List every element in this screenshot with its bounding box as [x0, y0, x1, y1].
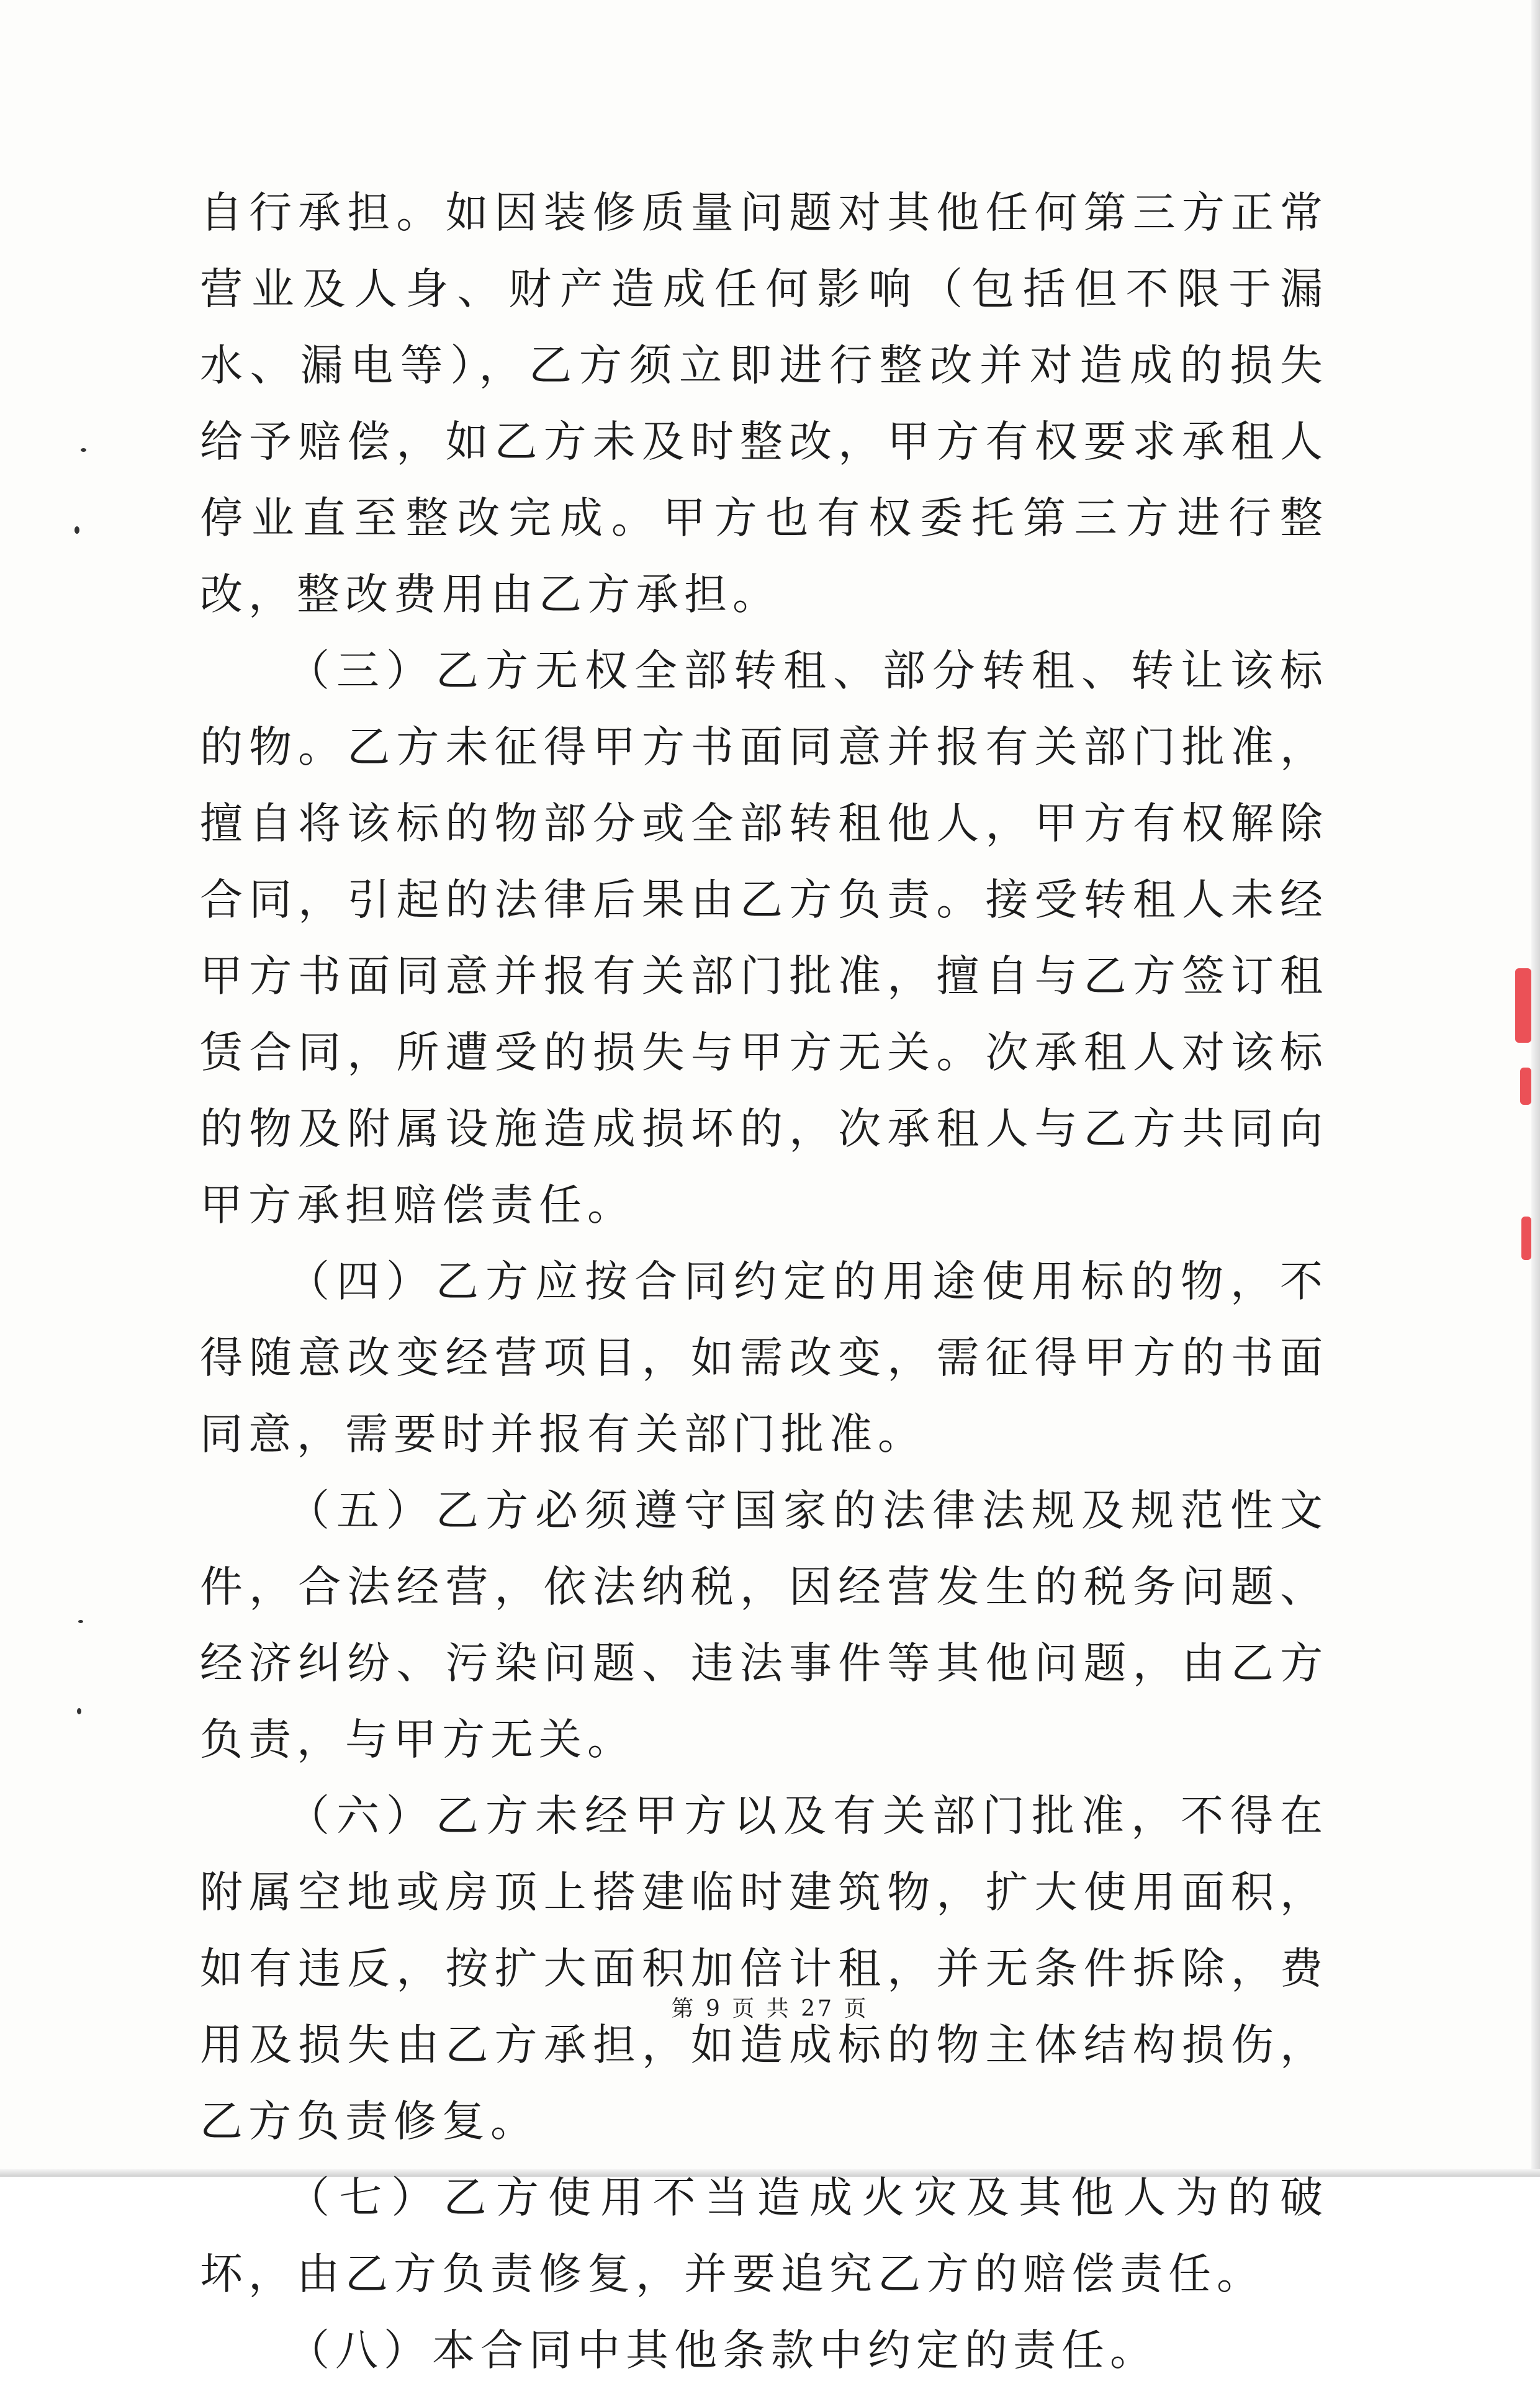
clause-7-damage: （七）乙方使用不当造成火灾及其他人为的破坏，由乙方负责修复，并要追究乙方的赔偿责任。: [200, 2173, 1328, 2299]
clause-5-compliance: （五）乙方必须遵守国家的法律法规及规范性文件，合法经营，依法纳税，因经营发生的税务问题、经济纠纷、污染问题、违法事件等其他问题，由乙方负责，与甲方无关。: [200, 1486, 1328, 1765]
clause-3-subletting: （三）乙方无权全部转租、部分转租、转让该标的物。乙方未征得甲方书面同意并报有关部门批准，擅自将该标的物部分或全部转租他人，甲方有权解除合同，引起的法律后果由乙方负责。接受转租人未经甲方书面同意并报有关部门批准，擅自与乙方签订租赁合同，所遭受的损失与甲方无关。次承租人对该标的物及附属设施造成损坏的，次承租人与乙方共同向甲方承担赔偿责任。: [200, 646, 1328, 1230]
seal-mark-fragment: [1520, 1068, 1531, 1105]
seal-mark-fragment: [1521, 1217, 1531, 1260]
binding-hole-mark: [81, 448, 86, 452]
binding-hole-mark: [78, 1620, 83, 1623]
clause-6-construction: （六）乙方未经甲方以及有关部门批准，不得在附属空地或房顶上搭建临时建筑物，扩大使用面积，如有违反，按扩大面积加倍计租，并无条件拆除，费用及损失由乙方承担，如造成标的物主体结构损伤，乙方负责修复。: [200, 1791, 1328, 2146]
clause-8-other: （八）本合同中其他条款中约定的责任。: [287, 2326, 1158, 2375]
binding-hole-mark: [74, 526, 79, 534]
clause-4-usage: （四）乙方应按合同约定的用途使用标的物，不得随意改变经营项目，如需改变，需征得甲方的书面同意，需要时并报有关部门批准。: [200, 1257, 1328, 1459]
page-number-footer: 第 9 页 共 27 页: [671, 1996, 869, 2022]
seal-mark-fragment: [1515, 968, 1531, 1043]
contract-body: [200, 175, 1328, 2389]
paragraph-continuation: 自行承担。如因装修质量问题对其他任何第三方正常营业及人身、财产造成任何影响（包括但不限于漏水、漏电等），乙方须立即进行整改并对造成的损失给予赔偿，如乙方未及时整改，甲方有权要求承租人停业直至整改完成。甲方也有权委托第三方进行整改，整改费用由乙方承担。: [200, 188, 1328, 619]
binding-hole-mark: [77, 1708, 81, 1714]
scan-edge-right: [1531, 0, 1540, 2177]
